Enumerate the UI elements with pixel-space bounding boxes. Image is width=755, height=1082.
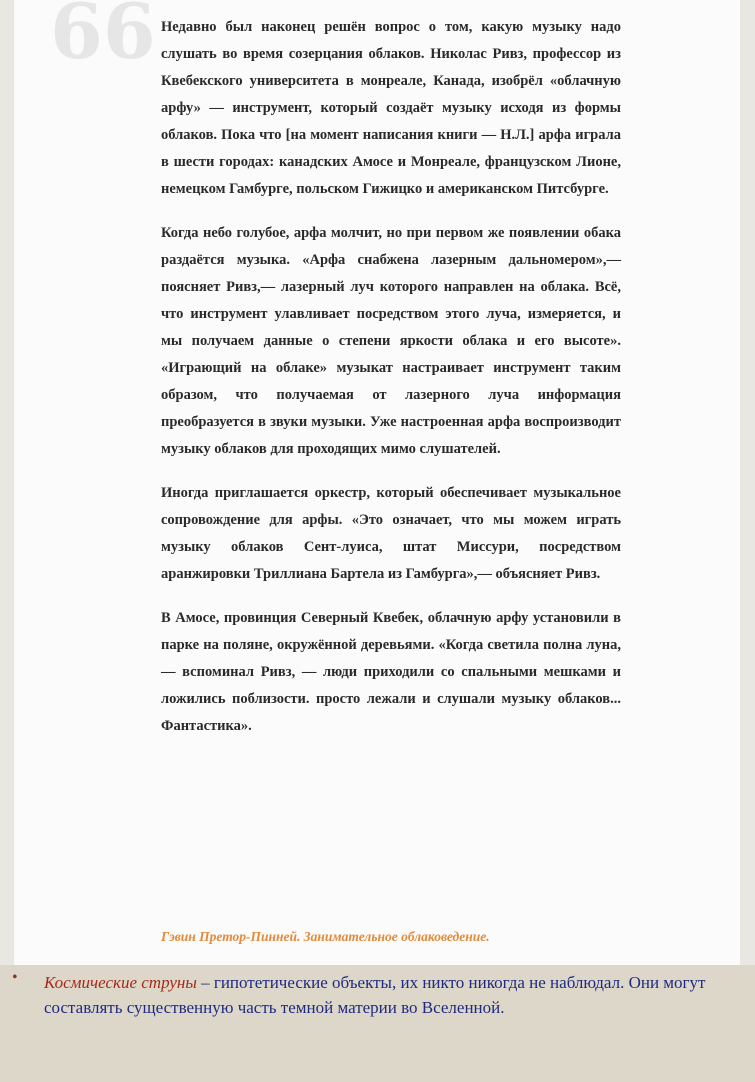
definition-text: [44, 970, 724, 1020]
definition-body: – гипотетические объекты, их никто никогда не наблюдал. Они могут составлять существенную часть темной материи во Вселенной.: [44, 973, 706, 1017]
bullet-icon: •: [12, 969, 18, 986]
quote-paragraph-2: Когда небо голубое, арфа молчит, но при первом же появлении обака раздаётся музыка. «Арфа снабжена лазерным дальномером»,— поясняет Ривз,— лазерный луч которого направлен на облака. Всё, что инструмент улавливает посредством этого луча, измеряется, и мы получаем данные о степени яркости облака и его высоте». «Играющий на облаке» музыкат настраивает инструмент таким образом, что получаемая от лазерного луча информация преобразуется в звуки музыки. Уже настроенная арфа воспроизводит музыку облаков для проходящих мимо слушателей.: [161, 225, 621, 457]
definition-box: [0, 965, 755, 1082]
quote-paragraph-1: Недавно был наконец решён вопрос о том, какую музыку надо слушать во время созерцания облаков. Николас Ривз, профессор из Квебекского университета в монреале, Канада, изобрёл «облачную арфу» — инструмент, который создаёт музыку исходя из формы облаков. Пока что [на момент написания книги — Н.Л.] арфа играла в шести городах: канадских Амосе и Монреале, французском Лионе, немецком Гамбурге, польском Гижицко и американском Питсбурге.: [161, 19, 621, 197]
quote-paragraph-3: Иногда приглашается оркестр, который обеспечивает музыкальное сопровождение для арфы. «Это означает, что мы можем играть музыку облаков Сент-луиса, штат Миссури, посредством аранжировки Триллиана Бартела из Гамбурга»,— объясняет Ривз.: [161, 485, 621, 582]
quote-attribution: Гэвин Претор-Пинней. Занимательное облаковедение.: [161, 929, 490, 944]
quote-paragraph-4: В Амосе, провинция Северный Квебек, облачную арфу установили в парке на поляне, окружённой деревьями. «Когда светила полна луна,— вспоминал Ривз, — люди приходили со спальными мешками и ложились поблизости. просто лежали и слушали музыку облаков... Фантастика».: [161, 610, 621, 734]
definition-term: Космические струны: [44, 973, 197, 992]
quote-mark-icon: 66: [50, 0, 156, 76]
quote-body: [161, 14, 621, 757]
document-page: [14, 0, 740, 1082]
